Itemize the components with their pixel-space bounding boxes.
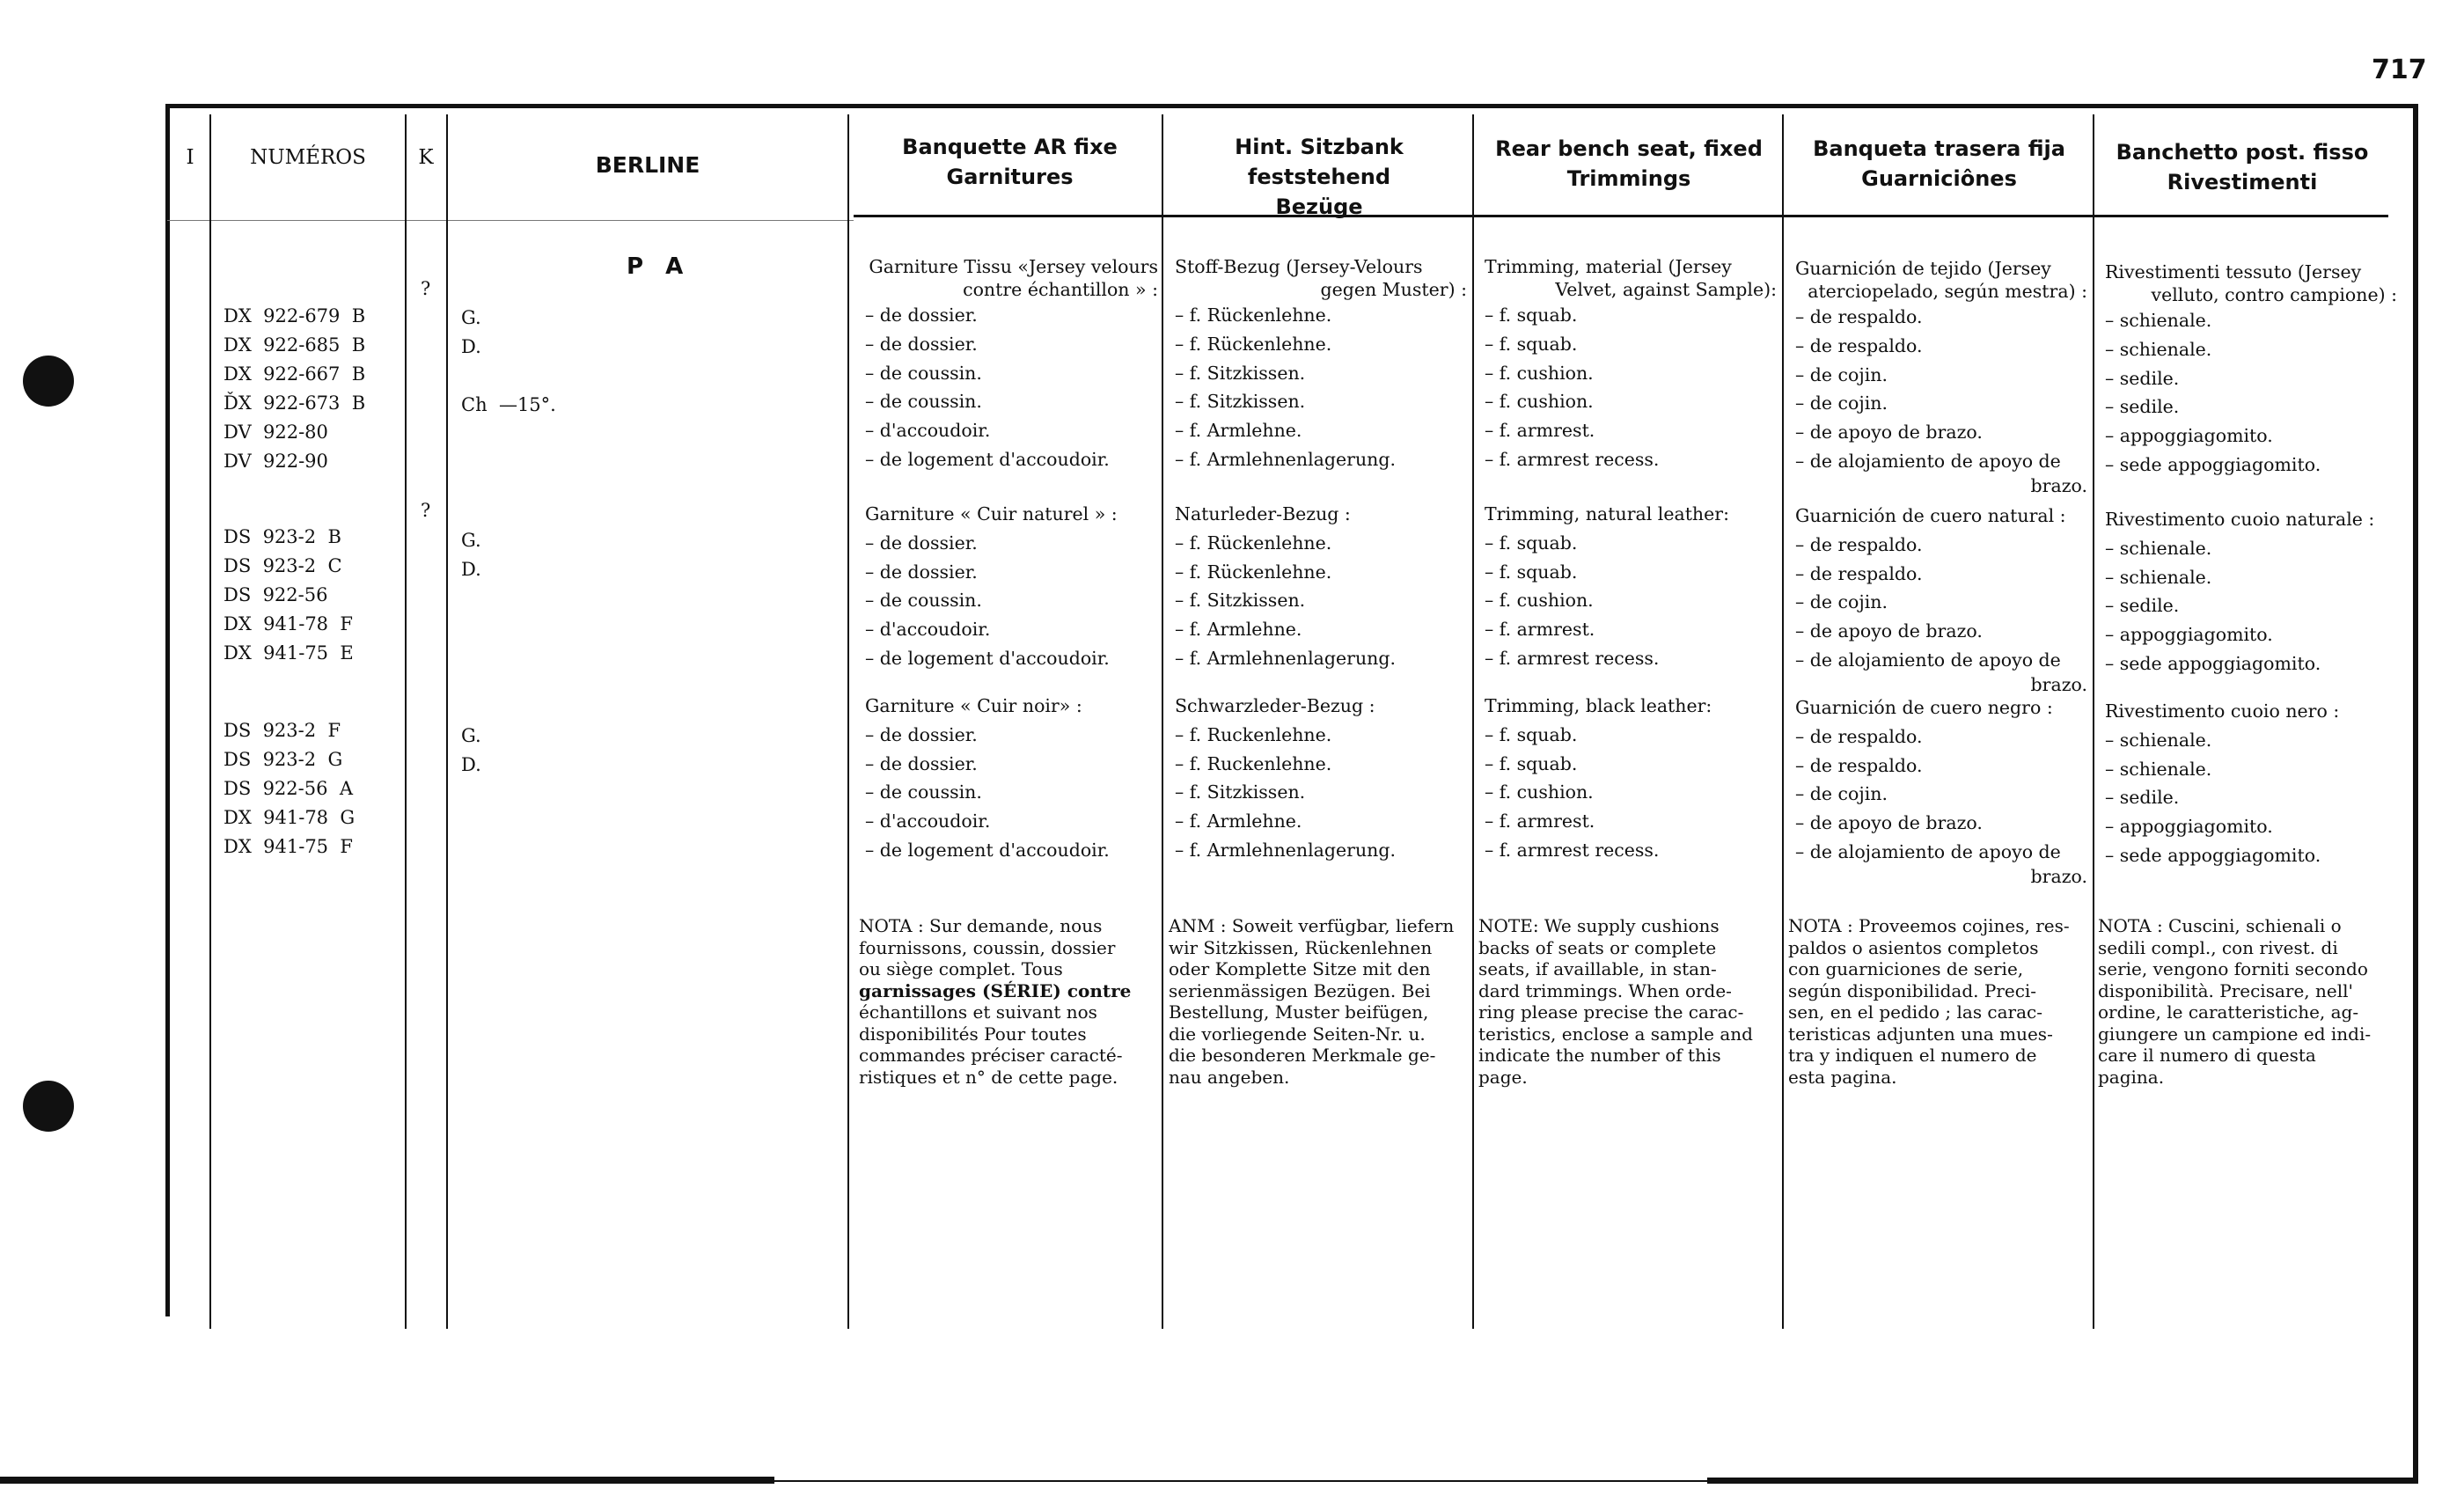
part-number: DX 941-75 E xyxy=(224,642,354,664)
it-nota-line: pagina. xyxy=(2098,1066,2165,1088)
en-item: – f. squab. xyxy=(1485,752,1578,774)
en-heading: Trimming, material (Jersey xyxy=(1485,256,1732,277)
k-mark-1: ? xyxy=(421,278,431,299)
it-nota xyxy=(2098,915,2390,1088)
en-nota-line: ring please precise the carac- xyxy=(1478,1001,1744,1023)
en-item: – f. cushion. xyxy=(1485,362,1594,384)
de-item: – f. Armlehnenlagerung. xyxy=(1175,839,1397,861)
fr-nota-line: échantillons et suivant nos xyxy=(859,1001,1097,1023)
en-heading: Velvet, against Sample): xyxy=(1555,279,1777,300)
header-col-i: I xyxy=(186,146,194,169)
de-item: – f. Sitzkissen. xyxy=(1175,391,1306,413)
es-nota xyxy=(1788,915,2080,1088)
de-item: – f. Sitzkissen. xyxy=(1175,362,1306,384)
en-item: – f. armrest recess. xyxy=(1485,647,1660,669)
de-nota-line: oder Komplette Sitze mit den xyxy=(1169,958,1431,979)
it-nota-line: sedili compl., con rivest. di xyxy=(2098,936,2338,958)
es-item: – de alojamiento de apoyo de xyxy=(1795,450,2061,472)
en-item: – f. armrest. xyxy=(1485,810,1595,832)
part-number: DX 941-75 F xyxy=(224,836,353,857)
es-item: – de alojamiento de apoyo de xyxy=(1795,649,2061,671)
es-item: brazo. xyxy=(2030,474,2087,496)
it-item: – sede appoggiagomito. xyxy=(2105,844,2321,866)
es-item: – de cojin. xyxy=(1795,591,1888,613)
de-nota-line: Bestellung, Muster beifügen, xyxy=(1169,1001,1429,1023)
de-item: – f. Rückenlehne. xyxy=(1175,333,1332,355)
it-nota-line: NOTA : Cuscini, schienali o xyxy=(2098,915,2342,936)
it-item: – schienale. xyxy=(2105,566,2212,588)
de-item: – f. Armlehne. xyxy=(1175,619,1302,641)
en-item: – f. squab. xyxy=(1485,333,1578,355)
en-heading: Trimming, natural leather: xyxy=(1485,503,1729,524)
es-heading: Guarnición de tejido (Jersey xyxy=(1795,258,2051,279)
es-nota-line: paldos o asientos completos xyxy=(1788,936,2039,958)
fr-item: – d'accoudoir. xyxy=(865,420,991,442)
col-divider-es xyxy=(2093,114,2094,1329)
en-item: – f. armrest recess. xyxy=(1485,839,1660,861)
es-heading: Guarnición de cuero negro : xyxy=(1795,697,2053,718)
berline-note: G. xyxy=(461,307,481,328)
fr-nota-line: ristiques et n° de cette page. xyxy=(859,1066,1118,1088)
it-item: – sedile. xyxy=(2105,396,2180,418)
es-item: – de respaldo. xyxy=(1795,533,1923,555)
it-heading: Rivestimento cuoio naturale : xyxy=(2105,509,2375,530)
header-fr-subtitle: Garnitures xyxy=(946,165,1074,189)
en-item: – f. squab. xyxy=(1485,723,1578,745)
en-item: – f. armrest. xyxy=(1485,619,1595,641)
it-item: – schienale. xyxy=(2105,310,2212,331)
it-item: – schienale. xyxy=(2105,758,2212,780)
fr-nota-line: fournissons, coussin, dossier xyxy=(859,936,1116,958)
en-item: – f. armrest recess. xyxy=(1485,448,1660,470)
en-nota-line: teristics, enclose a sample and xyxy=(1478,1023,1753,1045)
fr-nota xyxy=(859,915,1149,1088)
es-item: – de respaldo. xyxy=(1795,754,1923,776)
it-group-3 xyxy=(2105,697,2397,870)
part-number: ĎX 922-673 B xyxy=(224,392,366,414)
col-divider-fr xyxy=(1162,114,1163,1329)
part-number: DV 922-80 xyxy=(224,422,328,443)
part-number: DX 941-78 F xyxy=(224,613,353,634)
frame-left-line xyxy=(165,104,170,1316)
de-nota xyxy=(1169,915,1459,1088)
fr-heading: Garniture « Cuir naturel » : xyxy=(865,503,1118,524)
fr-nota-line: commandes préciser caracté- xyxy=(859,1045,1123,1066)
fr-item: – de coussin. xyxy=(865,391,982,413)
fr-item: – d'accoudoir. xyxy=(865,619,991,641)
de-item: – f. Armlehnenlagerung. xyxy=(1175,647,1397,669)
part-number: DS 923-2 C xyxy=(224,555,342,576)
it-group-2 xyxy=(2105,505,2397,678)
it-item: – appoggiagomito. xyxy=(2105,425,2273,447)
header-de xyxy=(1166,132,1472,222)
header-de-subtitle: Bezüge xyxy=(1275,194,1363,219)
en-nota-line: NOTE: We supply cushions xyxy=(1478,915,1720,936)
it-item: – sedile. xyxy=(2105,367,2180,389)
berline-note: D. xyxy=(461,336,481,357)
binder-hole-top xyxy=(23,356,74,407)
en-item: – f. cushion. xyxy=(1485,781,1594,803)
it-nota-line: serie, vengono forniti secondo xyxy=(2098,958,2368,979)
es-item: – de respaldo. xyxy=(1795,562,1923,584)
de-nota-line: die besonderen Merkmale ge- xyxy=(1169,1045,1436,1066)
berline-note: G. xyxy=(461,530,481,551)
es-item: – de apoyo de brazo. xyxy=(1795,422,1983,444)
it-heading: Rivestimento cuoio nero : xyxy=(2105,700,2340,722)
berline-note: D. xyxy=(461,559,481,580)
col-divider-i xyxy=(209,114,211,1329)
col-divider-numeros xyxy=(405,114,407,1329)
frame-bottom-line xyxy=(0,1477,774,1484)
part-number: DX 941-78 G xyxy=(224,807,356,828)
it-item: – sede appoggiagomito. xyxy=(2105,652,2321,674)
es-item: – de apoyo de brazo. xyxy=(1795,812,1983,834)
it-item: – sedile. xyxy=(2105,595,2180,617)
part-number: DV 922-90 xyxy=(224,451,328,472)
it-item: – schienale. xyxy=(2105,729,2212,751)
de-nota-line: nau angeben. xyxy=(1169,1066,1290,1088)
fr-group-3 xyxy=(865,692,1158,865)
header-separator xyxy=(854,215,2388,217)
es-group-1 xyxy=(1795,257,2087,495)
header-en xyxy=(1476,134,1782,194)
fr-item: – de dossier. xyxy=(865,723,978,745)
es-item: – de respaldo. xyxy=(1795,306,1923,327)
header-col-k: K xyxy=(418,146,434,169)
es-group-3 xyxy=(1795,693,2087,886)
es-item: – de respaldo. xyxy=(1795,725,1923,747)
header-fr-title: Banquette AR fixe xyxy=(902,135,1118,159)
it-item: – sedile. xyxy=(2105,787,2180,809)
berline-note xyxy=(461,362,556,391)
de-item: – f. Ruckenlehne. xyxy=(1175,752,1332,774)
header-en-title: Rear bench seat, fixed xyxy=(1495,136,1763,161)
fr-item: – de coussin. xyxy=(865,781,982,803)
en-nota-line: dard trimmings. When orde- xyxy=(1478,979,1732,1001)
es-item: brazo. xyxy=(2030,673,2087,695)
berline-note: D. xyxy=(461,754,481,775)
de-item: – f. Rückenlehne. xyxy=(1175,532,1332,554)
en-group-1 xyxy=(1485,255,1777,474)
part-number: DX 922-679 B xyxy=(224,305,366,326)
de-group-1 xyxy=(1175,255,1467,474)
en-item: – f. squab. xyxy=(1485,532,1578,554)
it-item: – schienale. xyxy=(2105,537,2212,559)
frame-bottom-line-right xyxy=(1707,1478,2418,1484)
es-heading: aterciopelado, según mestra) : xyxy=(1808,281,2087,302)
it-group-1 xyxy=(2105,260,2397,480)
header-es-title: Banqueta trasera fija xyxy=(1813,136,2065,161)
en-nota-line: backs of seats or complete xyxy=(1478,936,1717,958)
de-group-2 xyxy=(1175,500,1467,673)
col-divider-en xyxy=(1782,114,1784,1329)
en-nota-line: page. xyxy=(1478,1066,1528,1088)
es-nota-line: teristicas adjunten una mues- xyxy=(1788,1023,2053,1045)
col-divider-berline xyxy=(847,114,849,1329)
fr-heading: Garniture Tissu «Jersey velours xyxy=(869,256,1158,277)
part-number: DS 922-56 A xyxy=(224,778,353,799)
header-it xyxy=(2096,137,2388,197)
berline-group-3 xyxy=(461,722,481,780)
it-item: – appoggiagomito. xyxy=(2105,624,2273,646)
es-nota-line: sen, en el pedido ; las carac- xyxy=(1788,1001,2043,1023)
de-nota-line: ANM : Soweit verfügbar, liefern xyxy=(1169,915,1455,936)
it-nota-line: giungere un campione ed indi- xyxy=(2098,1023,2372,1045)
en-group-2 xyxy=(1485,500,1777,673)
es-item: – de alojamiento de apoyo de xyxy=(1795,840,2061,862)
fr-item: – de dossier. xyxy=(865,304,978,326)
es-item: – de cojin. xyxy=(1795,783,1888,805)
fr-nota-line: ou siège complet. Tous xyxy=(859,958,1063,979)
de-nota-line: wir Sitzkissen, Rückenlehnen xyxy=(1169,936,1433,958)
de-group-3 xyxy=(1175,692,1467,865)
es-nota-line: tra y indiquen el numero de xyxy=(1788,1045,2037,1066)
part-number: DX 922-685 B xyxy=(224,334,366,356)
de-item: – f. Sitzkissen. xyxy=(1175,590,1306,612)
header-fr xyxy=(858,132,1162,192)
part-number: DS 923-2 G xyxy=(224,749,343,770)
de-item: – f. Rückenlehne. xyxy=(1175,561,1332,583)
de-item: – f. Ruckenlehne. xyxy=(1175,723,1332,745)
fr-item: – d'accoudoir. xyxy=(865,810,991,832)
fr-group-1 xyxy=(865,255,1158,474)
de-nota-line: serienmässigen Bezügen. Bei xyxy=(1169,979,1431,1001)
part-number: DS 923-2 F xyxy=(224,720,341,741)
berline-note: G. xyxy=(461,725,481,746)
fr-group-2 xyxy=(865,500,1158,673)
en-item: – f. cushion. xyxy=(1485,391,1594,413)
fr-item: – de dossier. xyxy=(865,561,978,583)
it-item: – schienale. xyxy=(2105,338,2212,360)
de-item: – f. Armlehnenlagerung. xyxy=(1175,448,1397,470)
header-de-title: Hint. Sitzbank feststehend xyxy=(1235,135,1404,189)
es-item: – de cojin. xyxy=(1795,363,1888,385)
header-col-berline: BERLINE xyxy=(595,152,700,178)
de-nota-line: die vorliegende Seiten-Nr. u. xyxy=(1169,1023,1426,1045)
de-heading: Naturleder-Bezug : xyxy=(1175,503,1351,524)
de-item: – f. Sitzkissen. xyxy=(1175,781,1306,803)
es-item: brazo. xyxy=(2030,865,2087,887)
header-es xyxy=(1786,134,2093,194)
it-nota-line: disponibilità. Precisare, nell' xyxy=(2098,979,2354,1001)
fr-item: – de coussin. xyxy=(865,590,982,612)
berline-group-1 xyxy=(461,304,556,420)
frame-right-line xyxy=(2413,104,2418,1482)
it-nota-line: care il numero di questa xyxy=(2098,1045,2316,1066)
de-heading: Schwarzleder-Bezug : xyxy=(1175,695,1375,716)
part-number: DS 922-56 xyxy=(224,584,328,605)
es-nota-line: esta pagina. xyxy=(1788,1066,1897,1088)
de-heading: gegen Muster) : xyxy=(1320,279,1467,300)
fr-nota-line: garnissages (SÉRIE) contre xyxy=(859,979,1132,1001)
part-number: DX 922-667 B xyxy=(224,363,366,385)
en-group-3 xyxy=(1485,692,1777,865)
es-nota-line: NOTA : Proveemos cojines, res- xyxy=(1788,915,2070,936)
numbers-group-3 xyxy=(224,716,355,862)
fr-heading: Garniture « Cuir noir» : xyxy=(865,695,1082,716)
en-item: – f. cushion. xyxy=(1485,590,1594,612)
k-mark-2: ? xyxy=(421,500,431,521)
it-nota-line: ordine, le caratteristiche, ag- xyxy=(2098,1001,2359,1023)
fr-item: – de dossier. xyxy=(865,532,978,554)
es-item: – de apoyo de brazo. xyxy=(1795,620,1983,642)
binder-hole-bottom xyxy=(23,1081,74,1132)
header-separator-left xyxy=(167,220,854,221)
fr-item: – de dossier. xyxy=(865,333,978,355)
en-item: – f. squab. xyxy=(1485,561,1578,583)
numbers-group-1 xyxy=(224,302,365,476)
es-item: – de cojin. xyxy=(1795,392,1888,414)
fr-item: – de logement d'accoudoir. xyxy=(865,839,1110,861)
de-item: – f. Armlehne. xyxy=(1175,810,1302,832)
fr-nota-line: disponibilités Pour toutes xyxy=(859,1023,1087,1045)
en-nota-line: indicate the number of this xyxy=(1478,1045,1721,1066)
it-heading: velluto, contro campione) : xyxy=(2151,284,2397,305)
frame-bottom-line-mid xyxy=(774,1480,1707,1482)
it-item: – appoggiagomito. xyxy=(2105,816,2273,838)
fr-item: – de logement d'accoudoir. xyxy=(865,448,1110,470)
fr-heading: contre échantillon » : xyxy=(963,279,1158,300)
it-item: – sede appoggiagomito. xyxy=(2105,453,2321,475)
es-heading: Guarnición de cuero natural : xyxy=(1795,505,2066,526)
en-nota xyxy=(1478,915,1769,1088)
header-it-subtitle: Rivestimenti xyxy=(2167,170,2318,194)
col-divider-k xyxy=(446,114,448,1329)
de-item: – f. Armlehne. xyxy=(1175,420,1302,442)
frame-top-line xyxy=(167,104,2415,108)
en-item: – f. squab. xyxy=(1485,304,1578,326)
berline-note: Ch —15°. xyxy=(461,394,556,415)
en-heading: Trimming, black leather: xyxy=(1485,695,1712,716)
header-en-subtitle: Trimmings xyxy=(1566,166,1691,191)
header-it-title: Banchetto post. fisso xyxy=(2116,140,2369,165)
es-nota-line: según disponibilidad. Preci- xyxy=(1788,979,2037,1001)
section-label: P A xyxy=(627,253,691,280)
en-nota-line: seats, if availlable, in stan- xyxy=(1478,958,1717,979)
en-item: – f. armrest. xyxy=(1485,420,1595,442)
numbers-group-2 xyxy=(224,523,354,668)
es-nota-line: con guarniciones de serie, xyxy=(1788,958,2024,979)
de-heading: Stoff-Bezug (Jersey-Velours xyxy=(1175,256,1423,277)
fr-item: – de coussin. xyxy=(865,362,982,384)
col-divider-de xyxy=(1472,114,1474,1329)
de-item: – f. Rückenlehne. xyxy=(1175,304,1332,326)
fr-item: – de logement d'accoudoir. xyxy=(865,647,1110,669)
header-col-numeros: NUMÉROS xyxy=(250,146,366,169)
header-es-subtitle: Guarniciônes xyxy=(1861,166,2017,191)
fr-nota-line: NOTA : Sur demande, nous xyxy=(859,915,1103,936)
es-item: – de respaldo. xyxy=(1795,334,1923,356)
es-group-2 xyxy=(1795,502,2087,694)
it-heading: Rivestimenti tessuto (Jersey xyxy=(2105,261,2362,282)
page-number: 717 xyxy=(2372,55,2427,85)
berline-group-2 xyxy=(461,526,481,584)
part-number: DS 923-2 B xyxy=(224,526,341,547)
fr-item: – de dossier. xyxy=(865,752,978,774)
